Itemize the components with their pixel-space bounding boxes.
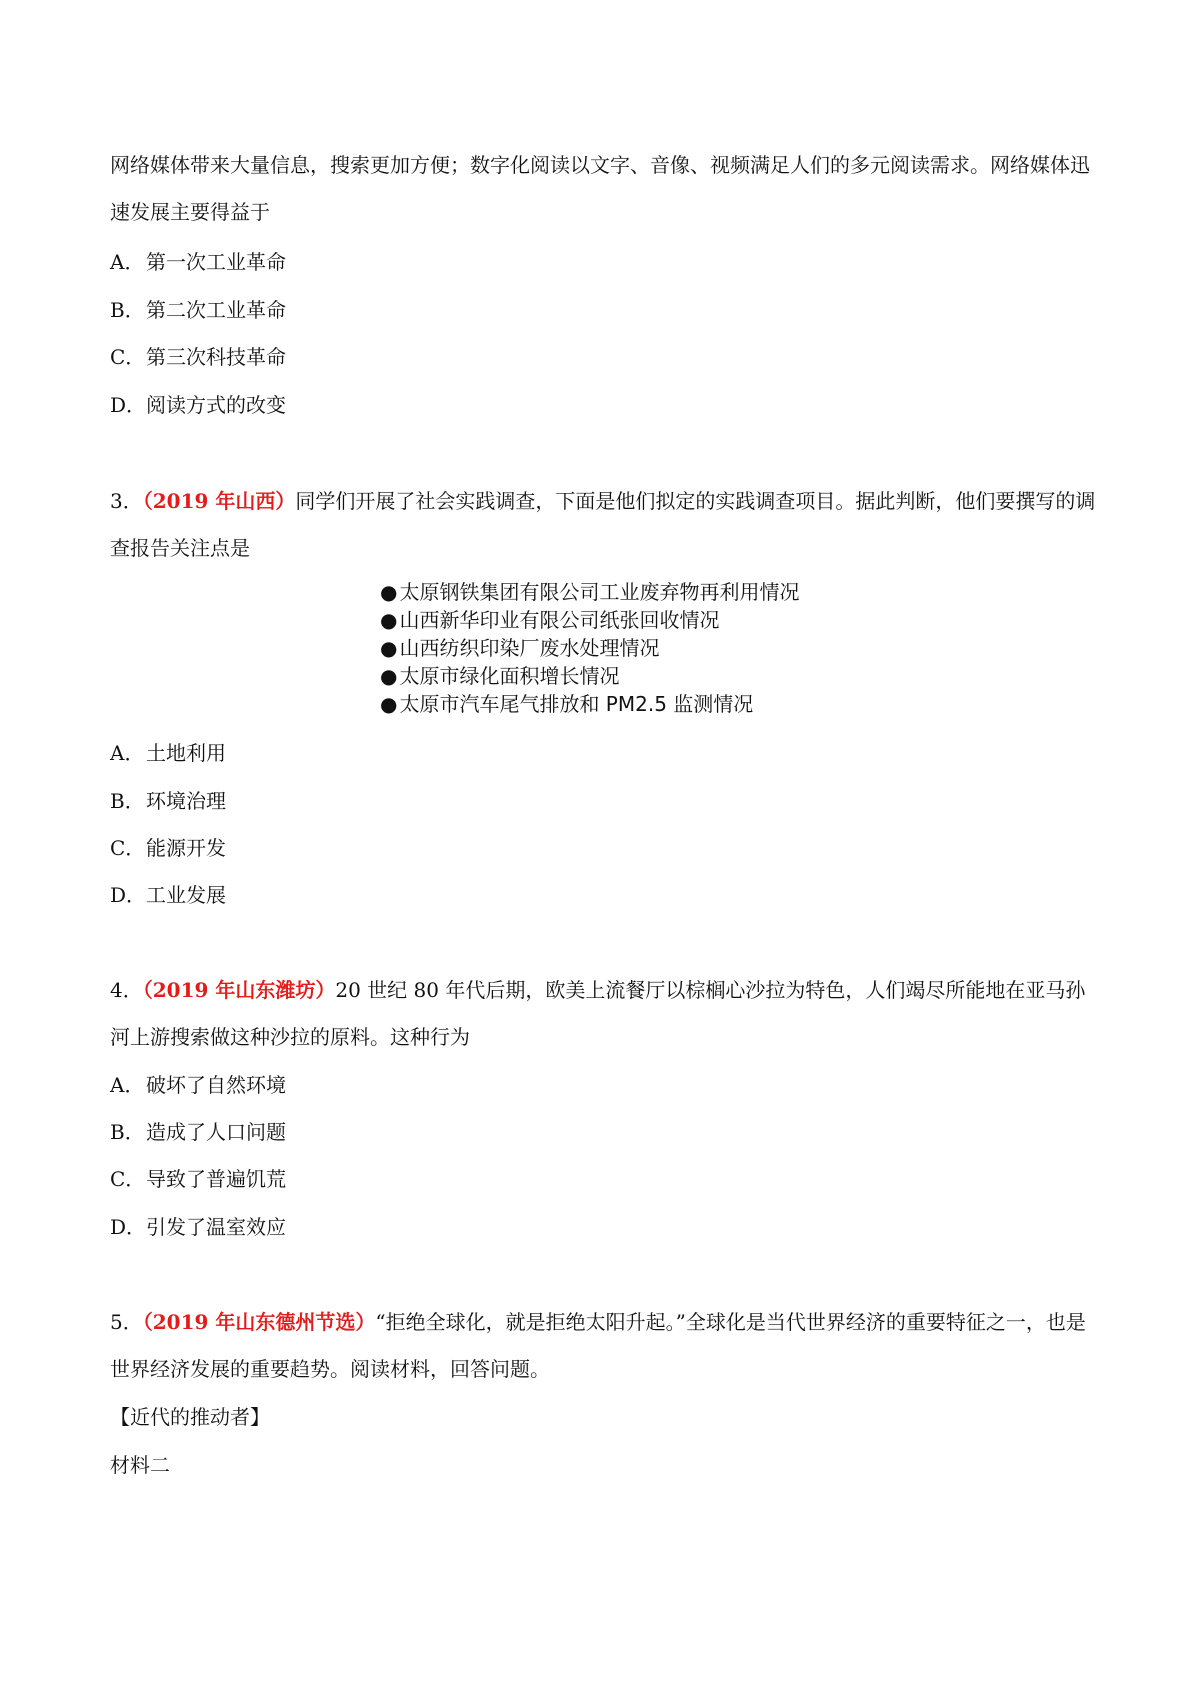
intro-option-c: C．第三次科技革命 [110,345,286,369]
question-4-option-a: A．破坏了自然环境 [110,1073,286,1097]
question-3-text [110,478,1100,572]
bullet-icon: ● [380,692,398,716]
survey-item: ● 太原市汽车尾气排放和 PM2.5 监测情况 [380,692,754,716]
question-5-text [110,1299,1100,1393]
question-3-source: （2019 年山西） [142,489,296,513]
question-5-source: （2019 年山东德州节选） [142,1310,376,1334]
question-4-number: 4． [110,978,143,1002]
question-4-text [110,967,1100,1061]
bullet-icon: ● [380,608,398,632]
question-4-stem: 20 世纪 80 年代后期，欧美上流餐厅以棕榈心沙拉为特色，人们竭尽所能地在亚马孙河上游搜索做这种沙拉的原料。这种行为 [110,978,1086,1049]
survey-item: ● 太原钢铁集团有限公司工业废弃物再利用情况 [380,580,800,604]
question-4-source: （2019 年山东潍坊） [142,978,336,1002]
intro-option-a: A．第一次工业革命 [110,250,286,274]
question-4-option-d: D．引发了温室效应 [110,1215,286,1239]
section-heading: 【近代的推动者】 [110,1405,270,1429]
material-label: 材料二 [110,1453,170,1477]
survey-item: ● 山西纺织印染厂废水处理情况 [380,636,660,660]
question-3-option-d: D．工业发展 [110,883,226,907]
question-3-option-a: A．土地利用 [110,741,226,765]
question-3-option-c: C．能源开发 [110,836,226,860]
intro-option-d: D．阅读方式的改变 [110,393,286,417]
survey-item: ● 太原市绿化面积增长情况 [380,664,620,688]
question-4-option-c: C．导致了普遍饥荒 [110,1167,286,1191]
bullet-icon: ● [380,580,398,604]
intro-option-b: B．第二次工业革命 [110,298,286,322]
bullet-icon: ● [380,636,398,660]
question-3-option-b: B．环境治理 [110,789,226,813]
survey-items-list [380,578,799,718]
intro-question-text: 网络媒体带来大量信息，搜索更加方便；数字化阅读以文字、音像、视频满足人们的多元阅读需求。网络媒体迅速发展主要得益于 [110,153,1090,224]
survey-item: ● 山西新华印业有限公司纸张回收情况 [380,608,720,632]
question-3-stem: 同学们开展了社会实践调查，下面是他们拟定的实践调查项目。据此判断，他们要撰写的调查报告关注点是 [110,489,1096,560]
bullet-icon: ● [380,664,398,688]
question-4-option-b: B．造成了人口问题 [110,1120,286,1144]
question-5-number: 5． [110,1310,143,1334]
question-3-number: 3． [110,489,143,513]
question-5-stem: “拒绝全球化，就是拒绝太阳升起。”全球化是当代世界经济的重要特征之一，也是世界经济发展的重要趋势。阅读材料，回答问题。 [110,1310,1086,1381]
